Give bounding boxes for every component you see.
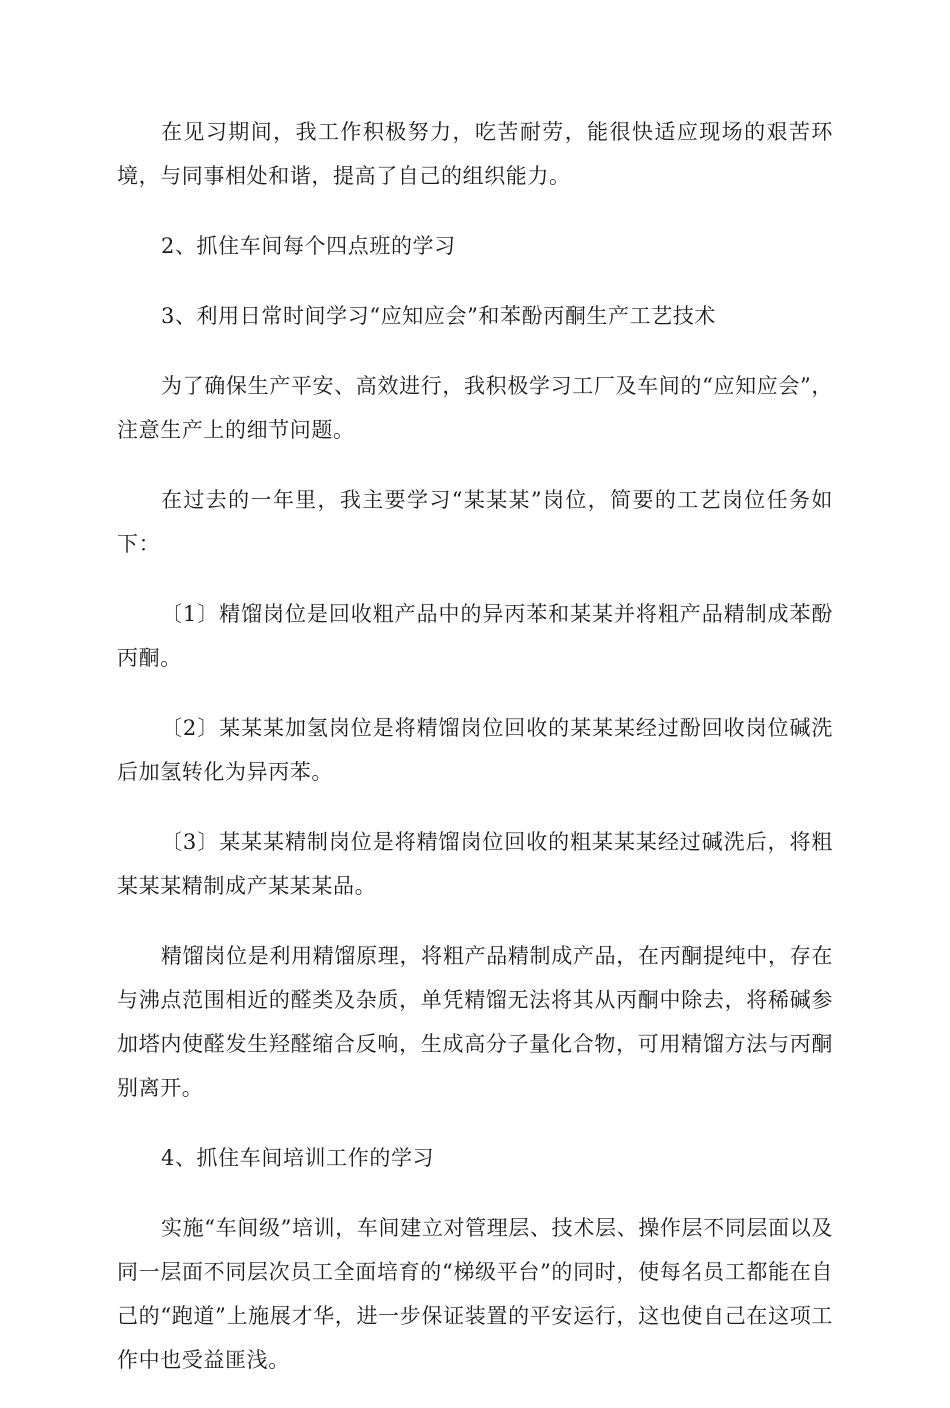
list-item-2: 〔2〕某某某加氢岗位是将精馏岗位回收的某某某经过酚回收岗位碱洗后加氢转化为异丙苯。 [117,716,833,784]
paragraph-safety-study: 为了确保生产平安、高效进行，我积极学习工厂及车间的“应知应会”，注意生产上的细节问题。 [117,374,833,442]
paragraph-distillation: 精馏岗位是利用精馏原理，将粗产品精制成产品，在丙酮提纯中，存在与沸点范围相近的醛类及杂质，单凭精馏无法将其从丙酮中除去，将稀碱参加塔内使醛发生羟醛缩合反响，生成高分子量化合物，可用精馏方法与丙酮别离开。 [117,944,833,1100]
document-body [117,110,833,1408]
heading-item-3: 3、利用日常时间学习“应知应会”和苯酚丙酮生产工艺技术 [161,304,717,328]
heading-item-4: 4、抓住车间培训工作的学习 [161,1146,435,1170]
list-item-3: 〔3〕某某某精制岗位是将精馏岗位回收的粗某某某经过碱洗后，将粗某某某精制成产某某某品。 [117,830,833,898]
paragraph-internship-summary: 在见习期间，我工作积极努力，吃苦耐劳，能很快适应现场的艰苦环境，与同事相处和谐，提高了自己的组织能力。 [117,120,833,188]
paragraph-post-overview: 在过去的一年里，我主要学习“某某某”岗位，简要的工艺岗位任务如下： [117,488,833,556]
heading-item-2: 2、抓住车间每个四点班的学习 [161,234,456,258]
list-item-1: 〔1〕精馏岗位是回收粗产品中的异丙苯和某某并将粗产品精制成苯酚丙酮。 [117,602,833,670]
paragraph-training: 实施“车间级”培训，车间建立对管理层、技术层、操作层不同层面以及同一层面不同层次员工全面培育的“梯级平台”的同时，使每名员工都能在自己的“跑道”上施展才华，进一步保证装置的平安运行，这也使自己在这项工作中也受益匪浅。 [117,1216,833,1372]
